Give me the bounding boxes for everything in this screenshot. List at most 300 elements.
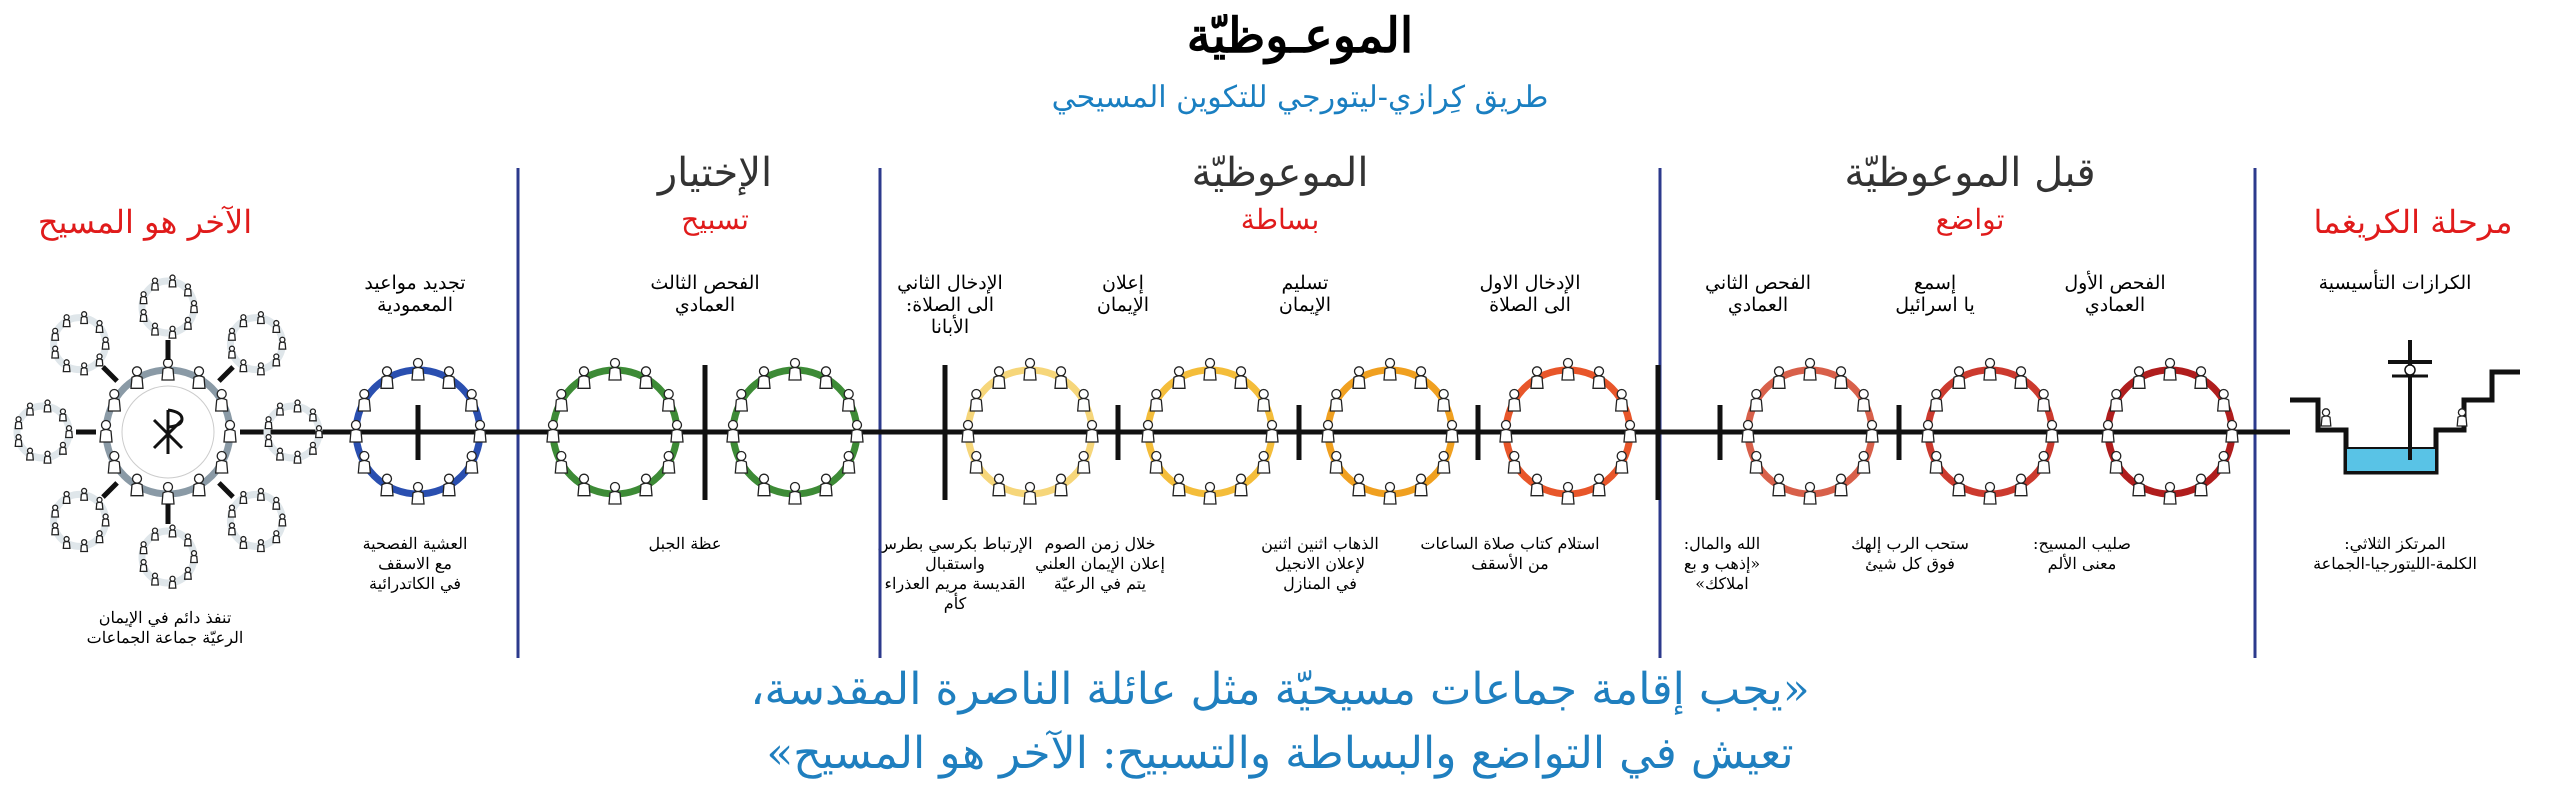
page-title: الموعـوظيّة [1186, 8, 1414, 64]
ring-shema-person-3 [2015, 474, 2027, 496]
mission-satellite-4-person-6-body [229, 510, 236, 517]
ring-third-scrutiny-b-person-11-body [640, 376, 652, 389]
ring-third-scrutiny-b-person-7-head [549, 421, 558, 430]
ring-creed-proclamation-person-12-body [1258, 399, 1270, 412]
ring-third-scrutiny-b-person-8-body [555, 399, 567, 412]
mission-satellite-6-person-8-head [82, 488, 87, 493]
ring-third-scrutiny-b-person-8-head [557, 390, 566, 399]
ring-renewal-person-3 [443, 474, 455, 496]
ring-creed-handover-person-9 [1353, 367, 1365, 389]
ring-second-scrutiny-person-9-head [1775, 367, 1784, 376]
mission-satellite-8-person-5-head [53, 346, 58, 351]
baptistery-water [2346, 448, 2436, 472]
ring-third-scrutiny-a-person-10 [789, 359, 801, 381]
label-mission: تنفذ دائم في الإيمان الرعيّة جماعة الجماعات [86, 608, 244, 647]
ring-third-scrutiny-b-person-12-body [663, 399, 675, 412]
mission-satellite-8-person-7-head [64, 315, 69, 320]
ring-creed-proclamation-person-10 [1204, 359, 1216, 381]
mission-satellite-6-person-2-head [97, 531, 102, 536]
ring-shema-person-4 [1984, 483, 1996, 505]
mission-satellite-5-person-4-head [153, 573, 158, 578]
ring-third-scrutiny-a-person-8-head [737, 390, 746, 399]
mission-satellite-6-person-1 [102, 514, 109, 526]
ring-second-scrutiny-person-7-body [1742, 430, 1754, 443]
mission-satellite-7-person-6-head [16, 417, 21, 422]
ring-creed-proclamation-person-6 [1150, 452, 1162, 474]
mission-satellite-7-person-4-head [28, 448, 33, 453]
mission-satellite-5-person-9-head [185, 534, 190, 539]
ring-second-entry-person-8-body [970, 399, 982, 412]
mission-satellite-6-person-4-head [64, 537, 69, 542]
ring-creed-proclamation-person-5-body [1173, 483, 1185, 496]
mission-satellite-6-person-1-body [102, 519, 109, 526]
mission-satellite-1-person-9-body [185, 289, 192, 296]
mission-satellite-6 [52, 488, 109, 551]
ring-creed-proclamation-person-1-body [1266, 430, 1278, 443]
ring-third-scrutiny-a-person-3 [820, 474, 832, 496]
ring-creed-proclamation-person-3-body [1235, 483, 1247, 496]
baptistery-person-right-head [2458, 409, 2465, 416]
mission-satellite-4-person-9-body [273, 502, 280, 509]
mission-satellite-7-person-8 [44, 400, 51, 412]
ring-renewal-person-9-body [381, 376, 393, 389]
ring-first-entry-person-3-body [1593, 483, 1605, 496]
ring-first-scrutiny-person-9 [2133, 367, 2145, 389]
ring-third-scrutiny-a-person-3-body [820, 483, 832, 496]
ring-shema-person-5-head [1955, 474, 1964, 483]
mission-satellite-3-person-5-head [266, 435, 271, 440]
ring-shema-person-12-head [2039, 390, 2048, 399]
ring-creed-proclamation-person-12-head [1259, 390, 1268, 399]
mission-satellite-1-person-5-head [141, 310, 146, 315]
ring-second-scrutiny-person-8 [1750, 390, 1762, 412]
ring-first-entry-person-9 [1531, 367, 1543, 389]
ring-second-entry-person-9-head [995, 367, 1004, 376]
ring-first-entry-person-1 [1624, 421, 1636, 443]
ring-mission-person-3 [193, 474, 205, 496]
mission-satellite-4-person-7-body [240, 496, 247, 503]
ring-third-scrutiny-b-person-9 [578, 367, 590, 389]
ring-creed-handover-person-8-head [1332, 390, 1341, 399]
ring-first-scrutiny-person-5-head [2135, 474, 2144, 483]
label-first-scrutiny: الفحص الأول العمادي [2064, 272, 2166, 316]
mission-satellite-5 [140, 525, 197, 588]
ring-creed-handover-person-12-head [1439, 390, 1448, 399]
mission-satellite-6-person-7 [63, 492, 70, 504]
mission-satellite-2-person-3-body [258, 368, 265, 375]
ring-second-entry-person-5 [993, 474, 1005, 496]
mission-satellite-4-person-8 [258, 488, 265, 500]
mission-satellite-7-person-1-head [67, 426, 72, 431]
mission-satellite-8-person-5-body [52, 351, 59, 358]
ring-mission-person-3-head [195, 474, 204, 483]
mission-satellite-4-person-3 [258, 540, 265, 552]
ring-shema-person-8 [1930, 390, 1942, 412]
mission-spoke-6 [103, 483, 117, 497]
mission-satellite-2-person-6-body [229, 333, 236, 340]
ring-creed-proclamation-person-11-body [1235, 376, 1247, 389]
ring-mission-person-7 [100, 421, 112, 443]
mission-satellite-4-person-6-head [229, 505, 234, 510]
mission-satellite-5-person-5 [140, 560, 147, 572]
mission-satellite-5-person-2 [185, 567, 192, 579]
label-easter: العشية الفصحية مع الاسقف في الكاتدرائية [362, 534, 468, 593]
mission-satellite-8-person-9-head [97, 321, 102, 326]
mission-satellite-6-person-4-body [63, 542, 70, 549]
ring-first-scrutiny-person-5-body [2133, 483, 2145, 496]
mission-satellite-2-person-7-body [240, 320, 247, 327]
ring-shema-person-10-head [1986, 359, 1995, 368]
ring-renewal-person-10 [412, 359, 424, 381]
ring-first-scrutiny-person-10-body [2164, 368, 2176, 381]
ring-renewal-person-7 [350, 421, 362, 443]
ring-renewal-person-9 [381, 367, 393, 389]
mission-satellite-8 [52, 312, 109, 375]
ring-third-scrutiny-b-person-10-head [611, 359, 620, 368]
ring-creed-proclamation-person-3 [1235, 474, 1247, 496]
ring-first-scrutiny-person-11 [2195, 367, 2207, 389]
ring-first-scrutiny-person-7-body [2102, 430, 2114, 443]
ring-shema-person-2 [2038, 452, 2050, 474]
ring-third-scrutiny-b-person-11-head [642, 367, 651, 376]
mission-satellite-3-person-3-body [294, 456, 301, 463]
ring-second-scrutiny-person-1-body [1866, 430, 1878, 443]
ring-creed-handover-person-1-head [1448, 421, 1457, 430]
ring-third-scrutiny-a-person-1-body [851, 430, 863, 443]
phase-other-christ-title: الآخر هو المسيح [37, 203, 253, 241]
ring-third-scrutiny-b-person-8 [555, 390, 567, 412]
ring-shema-person-11-body [2015, 376, 2027, 389]
mission-satellite-4-person-4-body [240, 542, 247, 549]
mission-satellite-5-person-9-body [185, 539, 192, 546]
label-mount: عظة الجبل [648, 534, 722, 553]
mission-satellite-4 [229, 488, 286, 551]
ring-creed-handover-person-10 [1384, 359, 1396, 381]
label-hours: استلام كتاب صلاة الساعات من الأسقف [1420, 534, 1600, 573]
ring-shema-person-6-body [1930, 461, 1942, 474]
mission-satellite-2-person-8-body [258, 317, 265, 324]
mission-satellite-7-person-5-head [16, 435, 21, 440]
ring-third-scrutiny-a-person-5-head [760, 474, 769, 483]
ring-second-entry-person-10-head [1026, 359, 1035, 368]
ring-third-scrutiny-b-person-4-head [611, 483, 620, 492]
ring-first-entry-person-11-head [1595, 367, 1604, 376]
mission-satellite-6-person-3 [81, 540, 88, 552]
ring-second-entry-person-7-body [962, 430, 974, 443]
ring-first-entry-person-10-head [1564, 359, 1573, 368]
ring-third-scrutiny-a-person-11-body [820, 376, 832, 389]
ring-third-scrutiny-a-person-8 [735, 390, 747, 412]
mission-satellite-7-person-9 [60, 409, 67, 421]
ring-third-scrutiny-b-person-2 [663, 452, 675, 474]
ring-second-scrutiny-person-6 [1750, 452, 1762, 474]
ring-mission-person-10 [162, 359, 174, 381]
ring-mission-person-1-head [226, 421, 235, 430]
mission-satellite-2-person-5-body [229, 351, 236, 358]
ring-first-entry-person-1-body [1624, 430, 1636, 443]
mission-satellite-5-person-9 [185, 534, 192, 546]
label-love-god: ستحب الرب إلهك فوق كل شيئ [1851, 534, 1969, 573]
baptistery-person-left [2321, 409, 2331, 426]
ring-third-scrutiny-a-person-7-body [727, 430, 739, 443]
mission-satellite-5-person-4 [152, 573, 159, 585]
ring-renewal-person-8-head [360, 390, 369, 399]
ring-first-entry-person-10-body [1562, 368, 1574, 381]
mission-satellite-1-person-7-head [153, 278, 158, 283]
ring-creed-handover-person-1 [1446, 421, 1458, 443]
ring-shema-person-9 [1953, 367, 1965, 389]
mission-satellite-3-person-6-body [265, 422, 272, 429]
ring-third-scrutiny-a-person-7-head [729, 421, 738, 430]
ring-first-entry-person-8 [1508, 390, 1520, 412]
ring-second-scrutiny-person-2-head [1859, 452, 1868, 461]
mission-satellite-3-person-9-head [310, 409, 315, 414]
mission-spoke-2 [219, 367, 233, 381]
mission-satellite-1-person-3 [169, 326, 176, 338]
ring-creed-handover-person-12 [1438, 390, 1450, 412]
mission-satellite-8-person-1-head [103, 337, 108, 342]
label-creed-handover: تسليم الإيمان [1278, 272, 1332, 316]
mission-satellite-3-person-8 [294, 400, 301, 412]
ring-first-scrutiny-person-4-head [2166, 483, 2175, 492]
mission-satellite-8-person-9 [96, 321, 103, 333]
mission-satellite-1-person-3-head [170, 326, 175, 331]
mission-satellite-3-person-1-body [316, 431, 323, 438]
ring-first-scrutiny-person-4 [2164, 483, 2176, 505]
ring-creed-handover-person-6-body [1330, 461, 1342, 474]
mission-satellite-6-person-6 [52, 505, 59, 517]
phase-precatechumenate-sub: تواضع [1935, 203, 2005, 236]
ring-second-entry-person-12 [1078, 390, 1090, 412]
ring-creed-handover-person-8 [1330, 390, 1342, 412]
ring-first-scrutiny-person-2 [2218, 452, 2230, 474]
mission-satellite-7-person-2 [60, 442, 67, 454]
ring-first-scrutiny-person-6 [2110, 452, 2122, 474]
ring-third-scrutiny-b-person-10-body [609, 368, 621, 381]
ring-creed-handover-person-7-body [1322, 430, 1334, 443]
ring-shema-person-12-body [2038, 399, 2050, 412]
mission-satellite-2-person-4-body [240, 365, 247, 372]
label-two-by-two: الذهاب اثنين اثنين لإعلان الانجيل في المنازل [1261, 534, 1379, 593]
mission-satellite-8-person-2-body [96, 359, 103, 366]
ring-second-entry-person-12-body [1078, 399, 1090, 412]
label-god-money: الله والمال: «إذهب و بع املاكك» [1683, 534, 1761, 593]
ring-third-scrutiny-b-person-2-body [663, 461, 675, 474]
ring-third-scrutiny-a-person-1 [851, 421, 863, 443]
mission-satellite-6-person-7-head [64, 492, 69, 497]
mission-satellite-8-person-8 [81, 312, 88, 324]
quote-line-2: تعيش في التواضع والبساطة والتسبيح: الآخر هو المسيح» [766, 728, 1794, 779]
ring-renewal-person-6 [358, 452, 370, 474]
mission-satellite-2-person-9 [273, 321, 280, 333]
mission-satellite-7-person-3-body [44, 456, 51, 463]
ring-renewal-person-12-body [466, 399, 478, 412]
mission-satellite-2-person-1 [279, 337, 286, 349]
ring-third-scrutiny-a-person-10-head [791, 359, 800, 368]
ring-mission-person-8-head [110, 390, 119, 399]
ring-first-entry-person-12-head [1617, 390, 1626, 399]
mission-satellite-7 [15, 400, 72, 463]
ring-second-entry-person-7 [962, 421, 974, 443]
mission-satellite-2-person-9-body [273, 326, 280, 333]
mission-satellite-8-person-3-body [81, 368, 88, 375]
mission-satellite-5-person-7 [152, 528, 159, 540]
mission-satellite-1-person-4-head [153, 323, 158, 328]
ring-shema-person-1-body [2046, 430, 2058, 443]
ring-first-entry-person-8-body [1508, 399, 1520, 412]
mission-satellite-1-person-9-head [185, 284, 190, 289]
ring-third-scrutiny-a-person-4-body [789, 492, 801, 505]
mission-satellite-2 [229, 312, 286, 375]
ring-first-scrutiny-person-9-head [2135, 367, 2144, 376]
mission-satellite-1-person-2 [185, 317, 192, 329]
mission-satellite-1-person-4 [152, 323, 159, 335]
ring-first-scrutiny-person-7 [2102, 421, 2114, 443]
ring-shema-person-7-body [1922, 430, 1934, 443]
ring-third-scrutiny-a-person-12-body [843, 399, 855, 412]
mission-satellite-2-person-8-head [258, 312, 263, 317]
ring-mission-person-12-body [216, 399, 228, 412]
baptistery-person-left-body [2321, 416, 2331, 426]
ring-creed-handover-person-3-head [1417, 474, 1426, 483]
ring-creed-proclamation-person-7-body [1142, 430, 1154, 443]
ring-renewal-person-7-body [350, 430, 362, 443]
ring-mission-person-5-head [133, 474, 142, 483]
ring-creed-proclamation-person-5-head [1175, 474, 1184, 483]
mission-satellite-2-person-2-head [274, 354, 279, 359]
ring-shema-person-3-head [2017, 474, 2026, 483]
ring-second-entry-person-6-body [970, 461, 982, 474]
mission-satellite-3-person-1 [316, 426, 323, 438]
ring-creed-proclamation-person-6-body [1150, 461, 1162, 474]
mission-satellite-6-person-8 [81, 488, 88, 500]
mission-satellite-8-person-2 [96, 354, 103, 366]
ring-creed-proclamation-person-11-head [1237, 367, 1246, 376]
ring-first-entry-person-7 [1500, 421, 1512, 443]
mission-satellite-5-person-2-body [185, 572, 192, 579]
ring-third-scrutiny-b-person-10 [609, 359, 621, 381]
mission-satellite-1-person-2-body [185, 322, 192, 329]
ring-second-scrutiny-person-10-head [1806, 359, 1815, 368]
mission-satellite-1-person-4-body [152, 328, 159, 335]
mission-satellite-1-person-1-head [192, 301, 197, 306]
ring-first-scrutiny-person-5 [2133, 474, 2145, 496]
ring-second-entry-person-10 [1024, 359, 1036, 381]
mission-satellite-7-person-7-head [28, 403, 33, 408]
mission-satellite-2-person-1-body [279, 342, 286, 349]
ring-mission-person-9-head [133, 367, 142, 376]
ring-creed-handover-person-2 [1438, 452, 1450, 474]
ring-creed-proclamation-person-2-head [1259, 452, 1268, 461]
ring-shema-person-1-head [2048, 421, 2057, 430]
ring-third-scrutiny-b-person-9-head [580, 367, 589, 376]
mission-satellite-4-person-9 [273, 497, 280, 509]
ring-creed-proclamation-person-2 [1258, 452, 1270, 474]
ring-shema-person-3-body [2015, 483, 2027, 496]
ring-mission-person-12-head [217, 390, 226, 399]
ring-shema-person-6-head [1932, 452, 1941, 461]
ring-creed-proclamation-person-11 [1235, 367, 1247, 389]
ring-creed-proclamation-person-9 [1173, 367, 1185, 389]
ring-second-entry-person-4 [1024, 483, 1036, 505]
mission-satellite-8-person-3 [81, 363, 88, 375]
mission-satellite-1-person-1-body [191, 306, 198, 313]
ring-mission-person-2 [216, 452, 228, 474]
mission-satellite-4-person-4-head [241, 537, 246, 542]
ring-renewal-person-11-head [445, 367, 454, 376]
ring-creed-handover-person-6-head [1332, 452, 1341, 461]
mission-satellite-4-person-3-head [258, 540, 263, 545]
ring-third-scrutiny-a-person-11 [820, 367, 832, 389]
mission-satellite-2-person-6-head [229, 328, 234, 333]
ring-mission-person-8-body [108, 399, 120, 412]
label-renewal: تجديد مواعيد المعمودية [364, 272, 466, 316]
ring-shema-person-10-body [1984, 368, 1996, 381]
ring-first-entry-person-11-body [1593, 376, 1605, 389]
ring-first-entry-person-4-body [1562, 492, 1574, 505]
mission-satellite-6-person-9-body [96, 502, 103, 509]
ring-renewal-person-1 [474, 421, 486, 443]
ring-second-scrutiny-person-8-body [1750, 399, 1762, 412]
mission-satellite-2-person-2 [273, 354, 280, 366]
ring-second-entry-person-8 [970, 390, 982, 412]
ring-third-scrutiny-b-person-2-head [664, 452, 673, 461]
ring-first-entry-person-2-head [1617, 452, 1626, 461]
mission-satellite-1-person-9 [185, 284, 192, 296]
ring-mission-person-6 [108, 452, 120, 474]
mission-satellite-8-person-1-body [102, 342, 109, 349]
mission-satellite-2-person-4 [240, 360, 247, 372]
ring-renewal-person-5-head [383, 474, 392, 483]
mission-satellite-7-person-8-head [45, 400, 50, 405]
ring-renewal-person-1-body [474, 430, 486, 443]
ring-renewal-person-2-head [467, 452, 476, 461]
mission-satellite-7-person-3 [44, 451, 51, 463]
mission-satellite-8-person-8-head [82, 312, 87, 317]
mission-satellite-3-person-9-body [310, 414, 317, 421]
ring-creed-proclamation-person-7-head [1144, 421, 1153, 430]
mission-satellite-5-person-1-head [192, 551, 197, 556]
ring-first-entry-person-6-head [1510, 452, 1519, 461]
mission-satellite-1-person-6-head [141, 292, 146, 297]
ring-creed-proclamation-person-4-body [1204, 492, 1216, 505]
ring-creed-handover-person-10-body [1384, 368, 1396, 381]
ring-first-entry-person-7-head [1502, 421, 1511, 430]
ring-second-entry-person-1-head [1088, 421, 1097, 430]
ring-mission-person-7-head [102, 421, 111, 430]
ring-creed-proclamation-person-9-head [1175, 367, 1184, 376]
ring-shema-person-4-body [1984, 492, 1996, 505]
ring-first-entry-person-9-body [1531, 376, 1543, 389]
ring-first-scrutiny-person-8 [2110, 390, 2122, 412]
ring-creed-proclamation-person-10-body [1204, 368, 1216, 381]
ring-creed-handover-person-10-head [1386, 359, 1395, 368]
ring-mission-person-11 [193, 367, 205, 389]
page-subtitle: طريق كِرازي-ليتورجي للتكوين المسيحي [1051, 80, 1549, 115]
ring-renewal-person-7-head [352, 421, 361, 430]
ring-first-scrutiny-person-2-head [2219, 452, 2228, 461]
ring-third-scrutiny-b-person-11 [640, 367, 652, 389]
ring-mission-person-8 [108, 390, 120, 412]
mission-satellite-5-person-8-body [169, 530, 176, 537]
ring-first-scrutiny-person-10 [2164, 359, 2176, 381]
mission-satellite-3-person-3-head [295, 451, 300, 456]
ring-third-scrutiny-a-person-6-body [735, 461, 747, 474]
ring-first-entry-person-6-body [1508, 461, 1520, 474]
mission-satellite-8-person-6-head [53, 328, 58, 333]
ring-second-entry-person-10-body [1024, 368, 1036, 381]
mission-satellite-3-person-6-head [266, 417, 271, 422]
